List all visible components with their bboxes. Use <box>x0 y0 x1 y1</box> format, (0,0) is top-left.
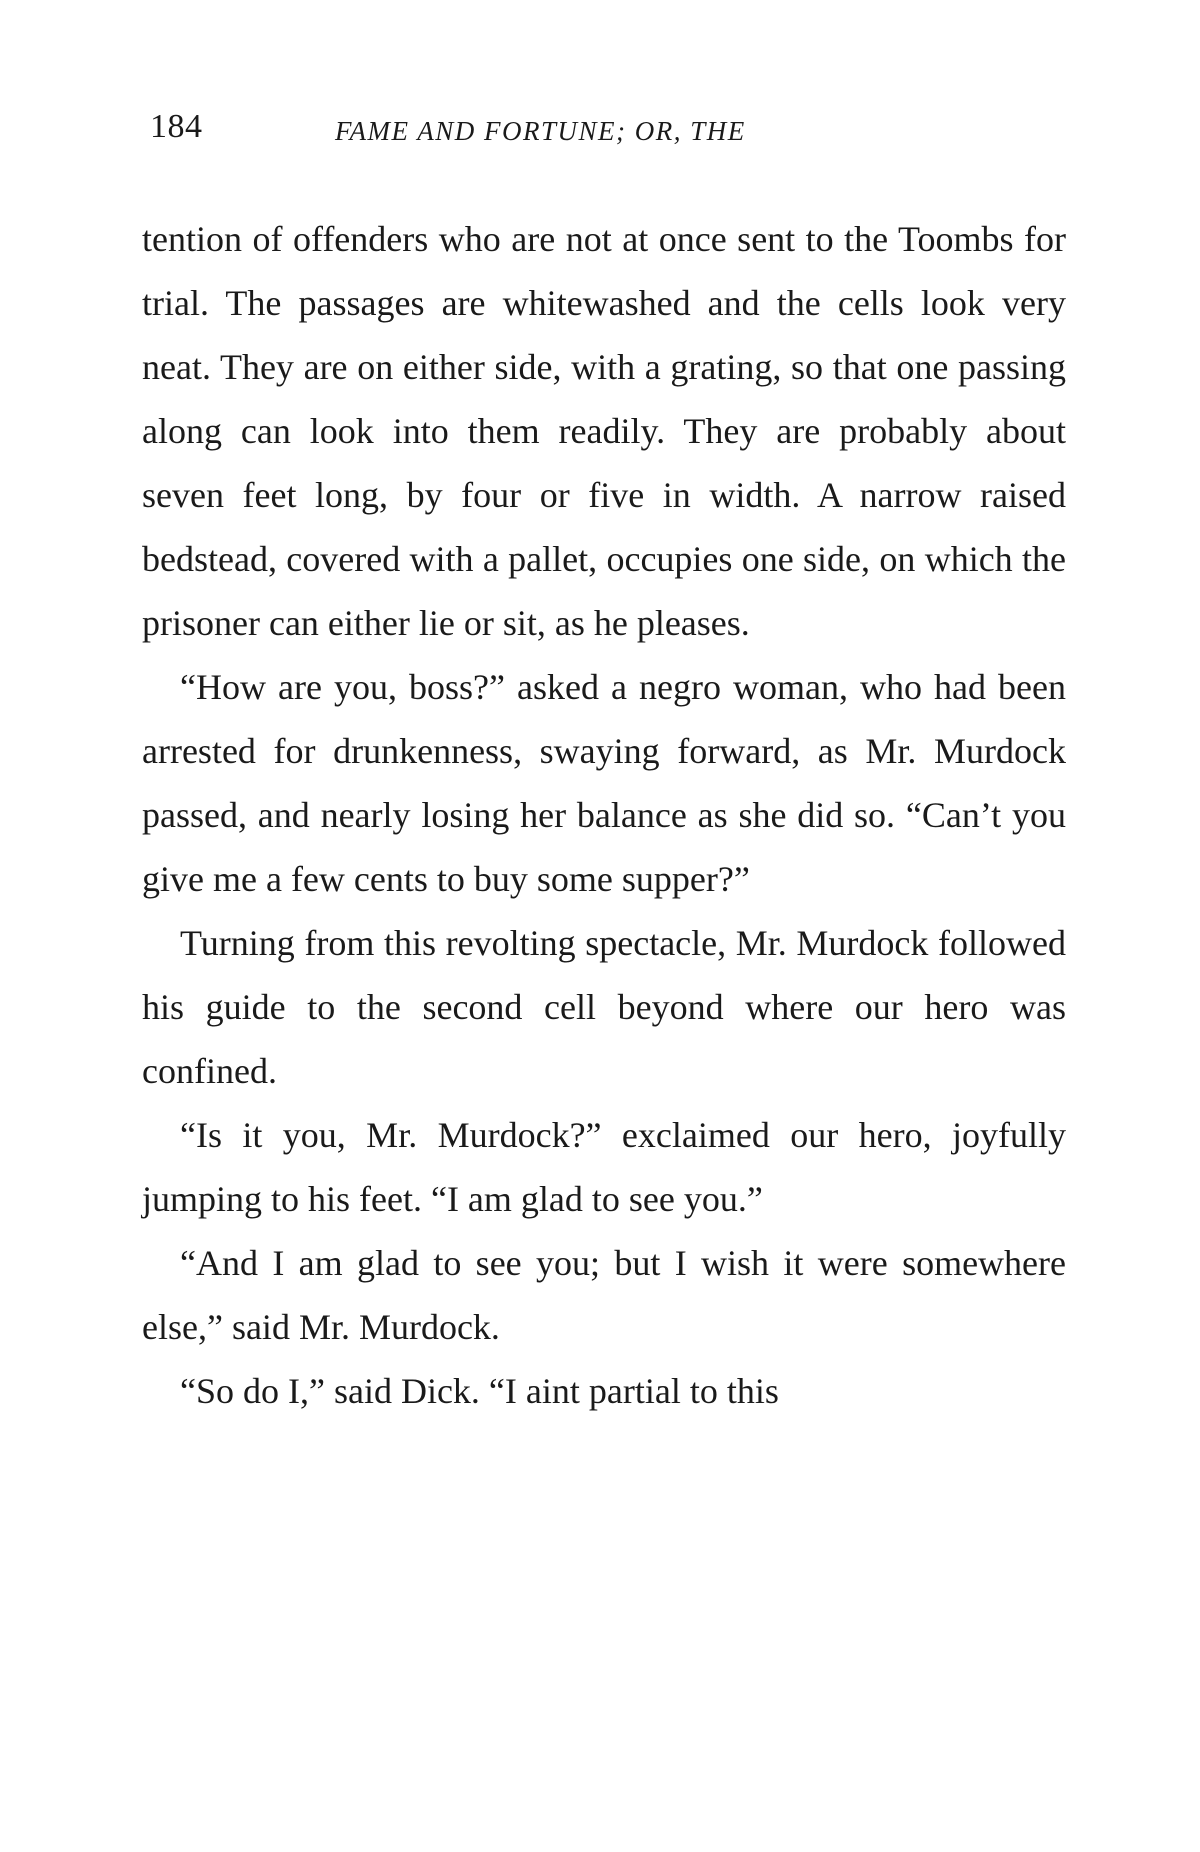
body-text <box>142 207 1066 1423</box>
running-head: FAME AND FORTUNE; OR, THE <box>335 116 746 146</box>
paragraph-so-do-i: “So do I,” said Dick. “I aint partial to this <box>180 1371 779 1411</box>
page-header <box>150 108 1080 158</box>
page-number: 184 <box>150 108 203 145</box>
paragraph-negro-woman: “How are you, boss?” asked a negro woman, who had been arrested for drunkenness, swaying forward, as Mr. Murdock passed, and nearly losing her balance as she did so. “Can’t you give me a few cents to buy some supper?” <box>142 667 1066 899</box>
paragraph-glad-to-see: “And I am glad to see you; but I wish it were somewhere else,” said Mr. Murdock. <box>142 1243 1066 1347</box>
paragraph-turning: Turning from this revolting spectacle, Mr. Murdock followed his guide to the second cell beyond where our hero was confined. <box>142 923 1066 1091</box>
paragraph-continuation: tention of offenders who are not at once sent to the Toombs for trial. The passages are whitewashed and the cells look very neat. They are on either side, with a grating, so that one passing along can look into them readily. They are probably about seven feet long, by four or five in width. A narrow raised bedstead, covered with a pallet, occupies one side, on which the prisoner can either lie or sit, as he pleases. <box>142 219 1066 643</box>
paragraph-is-it-you: “Is it you, Mr. Murdock?” exclaimed our hero, joyfully jumping to his feet. “I am glad to see you.” <box>142 1115 1066 1219</box>
